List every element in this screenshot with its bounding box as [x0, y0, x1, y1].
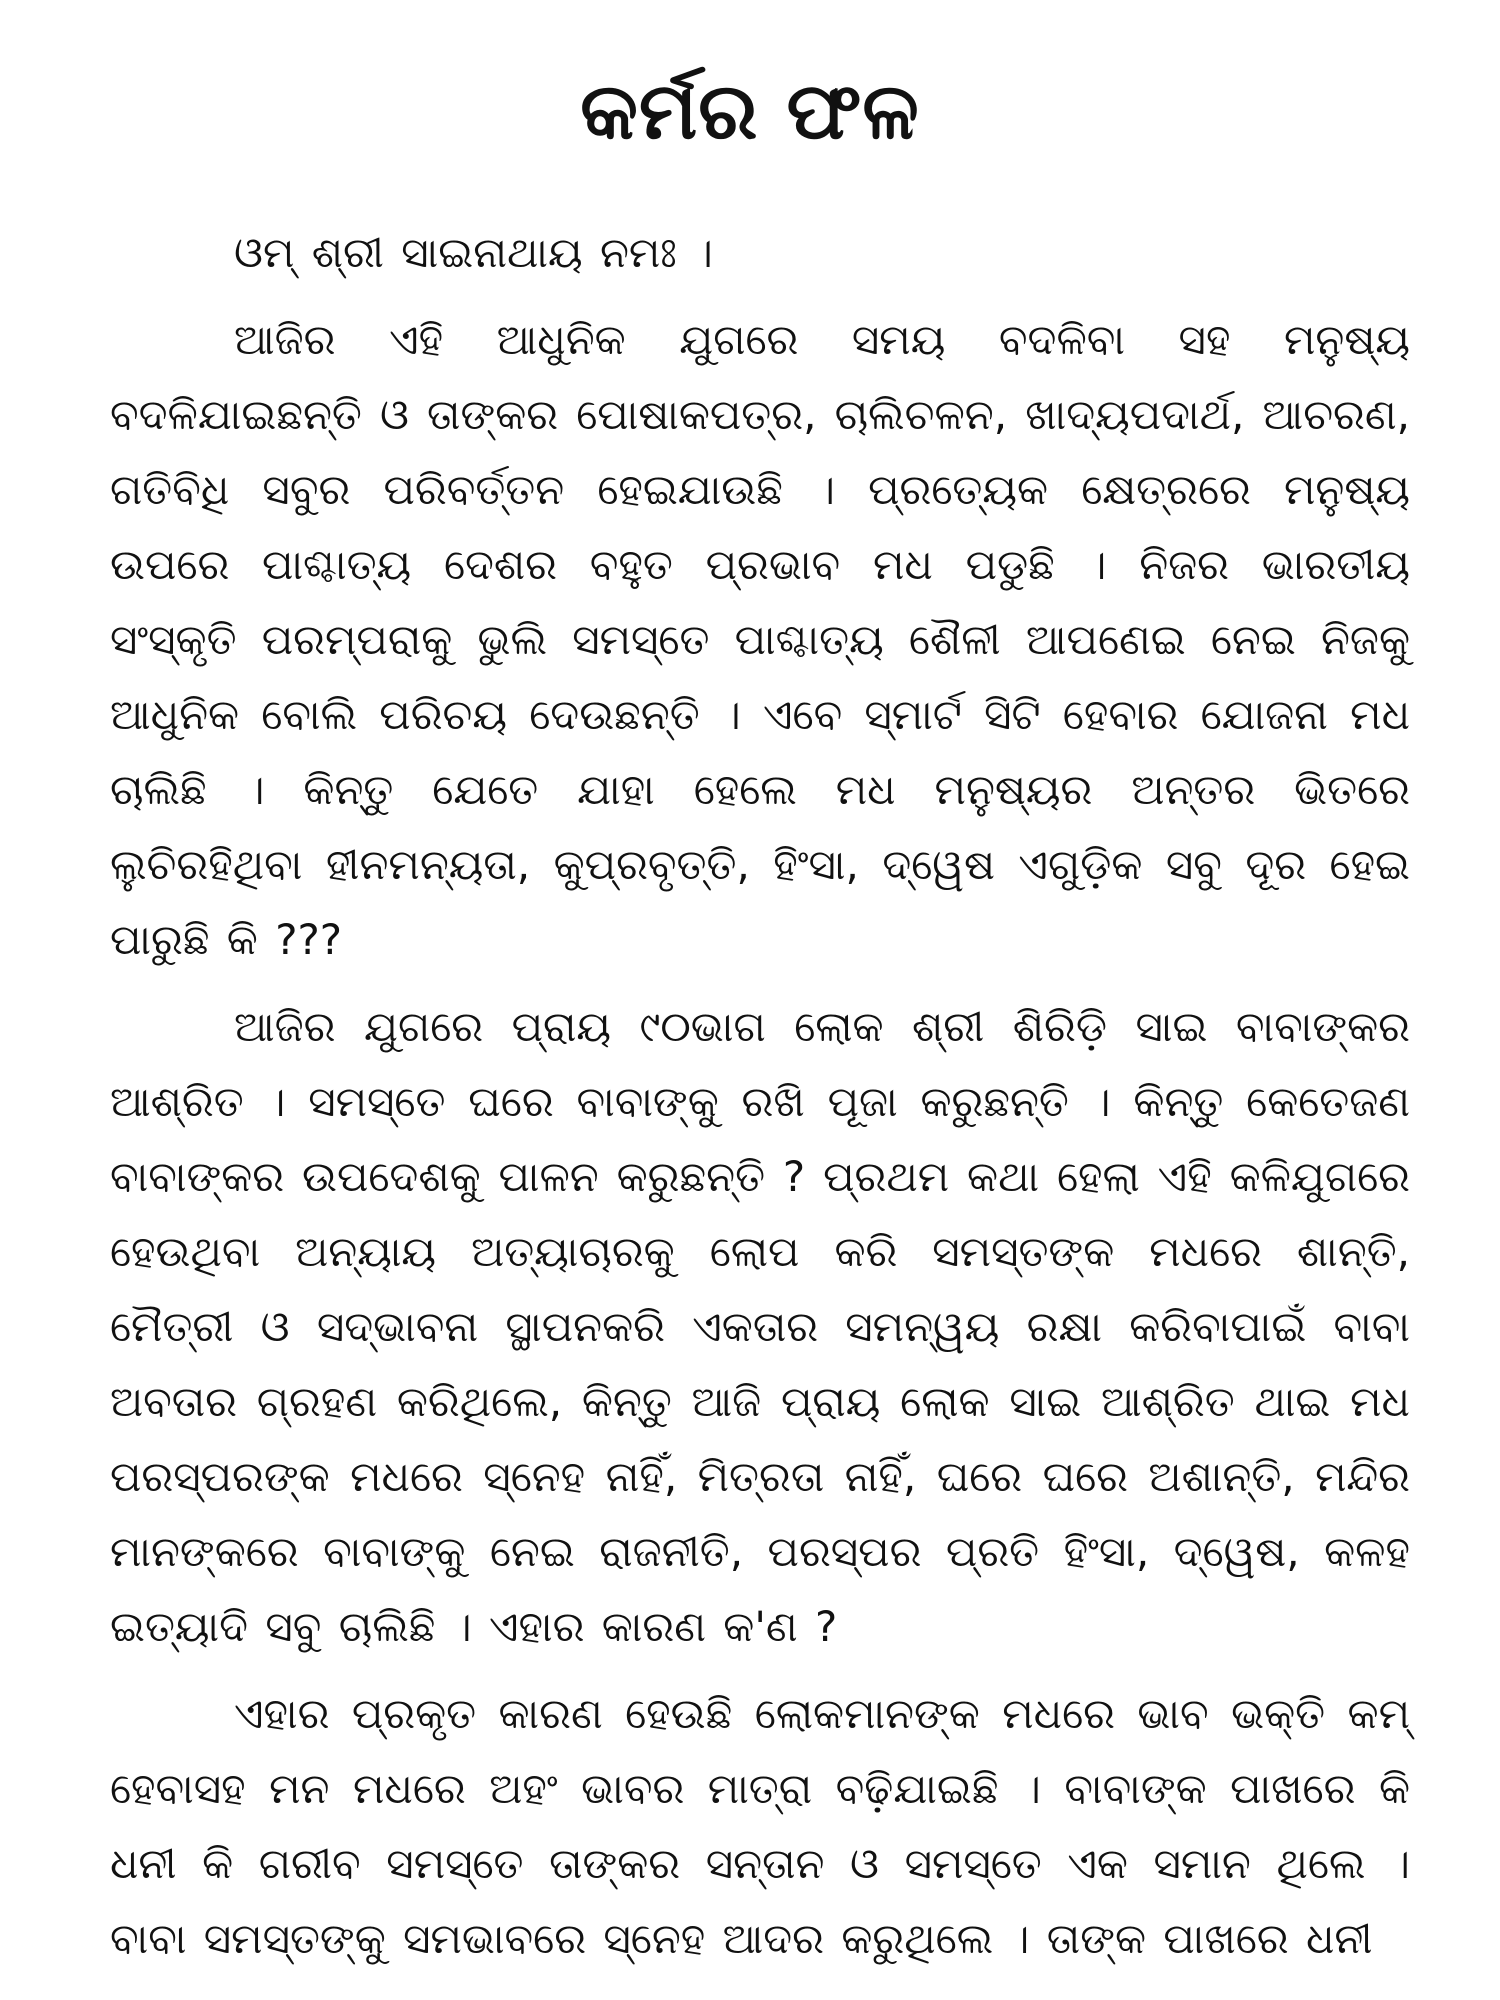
paragraph-sai-devotees: ଆଜିର ଯୁଗରେ ପ୍ରାୟ ୯୦ଭାଗ ଲୋକ ଶ୍ରୀ ଶିରିଡ଼ି ସାଇ ବାବାଙ୍କର ଆଶ୍ରିତ । ସମସ୍ତେ ଘରେ ବାବାଙ୍କୁ ରଖି ପୂଜା କରୁଛନ୍ତି । କିନ୍ତୁ କେତେଜଣ ବାବାଙ୍କର ଉପଦେଶକୁ ପାଳନ କରୁଛନ୍ତି ? ପ୍ରଥମ କଥା ହେଲା ଏହି କଳିଯୁଗରେ ହେଉଥିବା ଅନ୍ୟାୟ ଅତ୍ୟାଚାରକୁ ଲୋପ କରି ସମସ୍ତଙ୍କ ମଧରେ ଶାନ୍ତି, ମୈତ୍ରୀ ଓ ସଦ୍‌ଭାବନା ସ୍ଥାପନକରି ଏକତାର ସମନ୍ୱୟ ରକ୍ଷା କରିବାପାଇଁ ବାବା ଅବତାର ଗ୍ରହଣ କରିଥିଲେ, କିନ୍ତୁ ଆଜି ପ୍ରାୟ ଲୋକ ସାଇ ଆଶ୍ରିତ ଥାଇ ମଧ ପରସ୍ପରଙ୍କ ମଧରେ ସ୍ନେହ ନାହିଁ, ମିତ୍ରତା ନାହିଁ, ଘରେ ଘରେ ଅଶାନ୍ତି, ମନ୍ଦିର ମାନଙ୍କରେ ବାବାଙ୍କୁ ନେଇ ରାଜନୀତି, ପରସ୍ପର ପ୍ରତି ହିଂସା, ଦ୍ୱେଷ, କଳହ ଇତ୍ୟାଦି ସବୁ ଚାଲିଛି । ଏହାର କାରଣ କ'ଣ ? — [110, 1002, 1410, 1651]
article-body — [110, 215, 1410, 1988]
invocation-line: ଓମ୍ ଶ୍ରୀ ସାଇନାଥାୟ ନମଃ । — [234, 228, 713, 277]
page-title: କର୍ମର ଫଳ — [580, 67, 920, 157]
paragraph-modern-era: ଆଜିର ଏହି ଆଧୁନିକ ଯୁଗରେ ସମୟ ବଦଳିବା ସହ ମନୁଷ୍ୟ ବଦଳିଯାଇଛନ୍ତି ଓ ତାଙ୍କର ପୋଷାକପତ୍ର, ଚାଲିଚଳନ, ଖାଦ୍ୟପଦାର୍ଥ, ଆଚରଣ, ଗତିବିଧି ସବୁର ପରିବର୍ତ୍ତନ ହେଇଯାଉଛି । ପ୍ରତ୍ୟେକ କ୍ଷେତ୍ରରେ ମନୁଷ୍ୟ ଉପରେ ପାଶ୍ଚାତ୍ୟ ଦେଶର ବହୁତ ପ୍ରଭାବ ମଧ ପଡୁଛି । ନିଜର ଭାରତୀୟ ସଂସ୍କୃତି ପରମ୍ପରାକୁ ଭୁଲି ସମସ୍ତେ ପାଶ୍ଚାତ୍ୟ ଶୈଳୀ ଆପଣେଇ ନେଇ ନିଜକୁ ଆଧୁନିକ ବୋଲି ପରିଚୟ ଦେଉଛନ୍ତି । ଏବେ ସ୍ମାର୍ଟ ସିଟି ହେବାର ଯୋଜନା ମଧ ଚାଲିଛି । କିନ୍ତୁ ଯେତେ ଯାହା ହେଲେ ମଧ ମନୁଷ୍ୟର ଅନ୍ତର ଭିତରେ ଲୁଚିରହିଥିବା ହୀନମନ୍ୟତା, କୁପ୍ରବୃତ୍ତି, ହିଂସା, ଦ୍ୱେଷ ଏଗୁଡ଼ିକ ସବୁ ଦୂର ହେଇ ପାରୁଛି କି ??? — [110, 315, 1410, 964]
paragraph-true-reason: ଏହାର ପ୍ରକୃତ କାରଣ ହେଉଛି ଲୋକମାନଙ୍କ ମଧରେ ଭାବ ଭକ୍ତି କମ୍ ହେବାସହ ମନ ମଧରେ ଅହଂ ଭାବର ମାତ୍ରା ବଢ଼ିଯାଇଛି । ବାବାଙ୍କ ପାଖରେ କି ଧନୀ କି ଗରୀବ ସମସ୍ତେ ତାଙ୍କର ସନ୍ତାନ ଓ ସମସ୍ତେ ଏକ ସମାନ ଥିଲେ । ବାବା ସମସ୍ତଙ୍କୁ ସମଭାବରେ ସ୍ନେହ ଆଦର କରୁଥିଲେ । ତାଙ୍କ ପାଖରେ ଧନୀ — [110, 1689, 1410, 1963]
